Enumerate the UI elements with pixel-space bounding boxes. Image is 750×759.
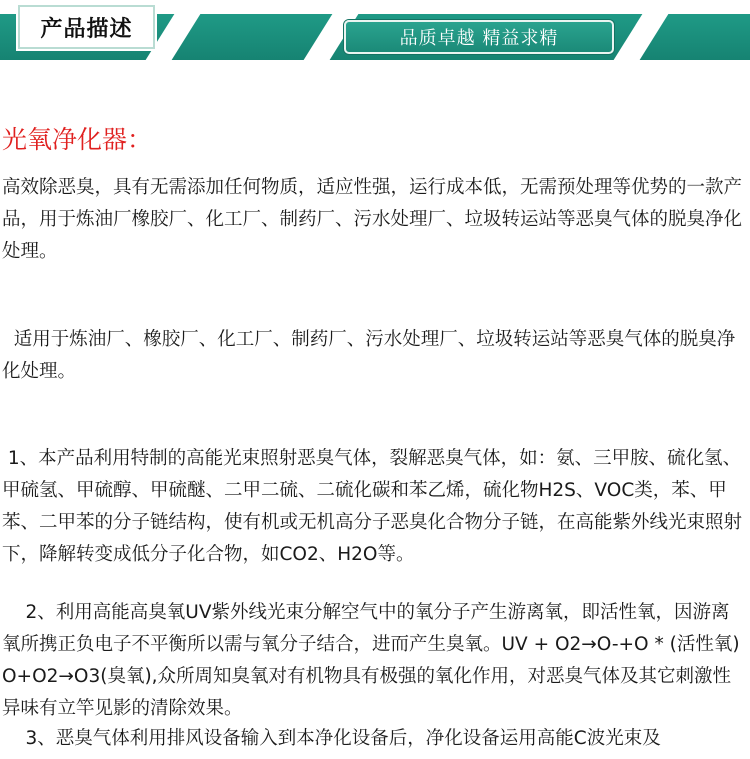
paragraph-point-3: 3、恶臭气体利用排风设备输入到本净化设备后，净化设备运用高能C波光束及 bbox=[2, 728, 661, 749]
paragraph-point-2: 2、利用高能高臭氧UV紫外线光束分解空气中的氧分子产生游离氧，即活性氧，因游离氧所携正负电子不平衡所以需与氧分子结合，进而产生臭氧。UV + O2→O-+O * (活性氧)O+O2→O3(臭氧),众所周知臭氧对有机物具有极强的氧化作用，对恶臭气体及其它刺激性异味有立竿见影的清除效果。 bbox=[2, 602, 740, 719]
product-heading: 光氧净化器： bbox=[2, 125, 153, 154]
paragraph-intro: 高效除恶臭，具有无需添加任何物质，适应性强，运行成本低，无需预处理等优势的一款产品，用于炼油厂橡胶厂、化工厂、制药厂、污水处理厂、垃圾转运站等恶臭气体的脱臭净化处理。 bbox=[2, 177, 743, 262]
slogan-badge: 品质卓越 精益求精 bbox=[344, 20, 614, 54]
paragraph-applications: 适用于炼油厂、橡胶厂、化工厂、制药厂、污水处理厂、垃圾转运站等恶臭气体的脱臭净化处理。 bbox=[2, 329, 736, 382]
section-banner bbox=[0, 0, 750, 62]
paragraph-point-1: 1、本产品利用特制的高能光束照射恶臭气体，裂解恶臭气体，如：氨、三甲胺、硫化氢、甲硫氢、甲硫醇、甲硫醚、二甲二硫、二硫化碳和苯乙烯，硫化物H2S、VOC类，苯、甲苯、二甲苯的分子链结构，使有机或无机高分子恶臭化合物分子链，在高能紫外线光束照射下，降解转变成低分子化合物，如CO2、H2O等。 bbox=[2, 448, 743, 565]
section-title: 产品描述 bbox=[18, 5, 155, 49]
